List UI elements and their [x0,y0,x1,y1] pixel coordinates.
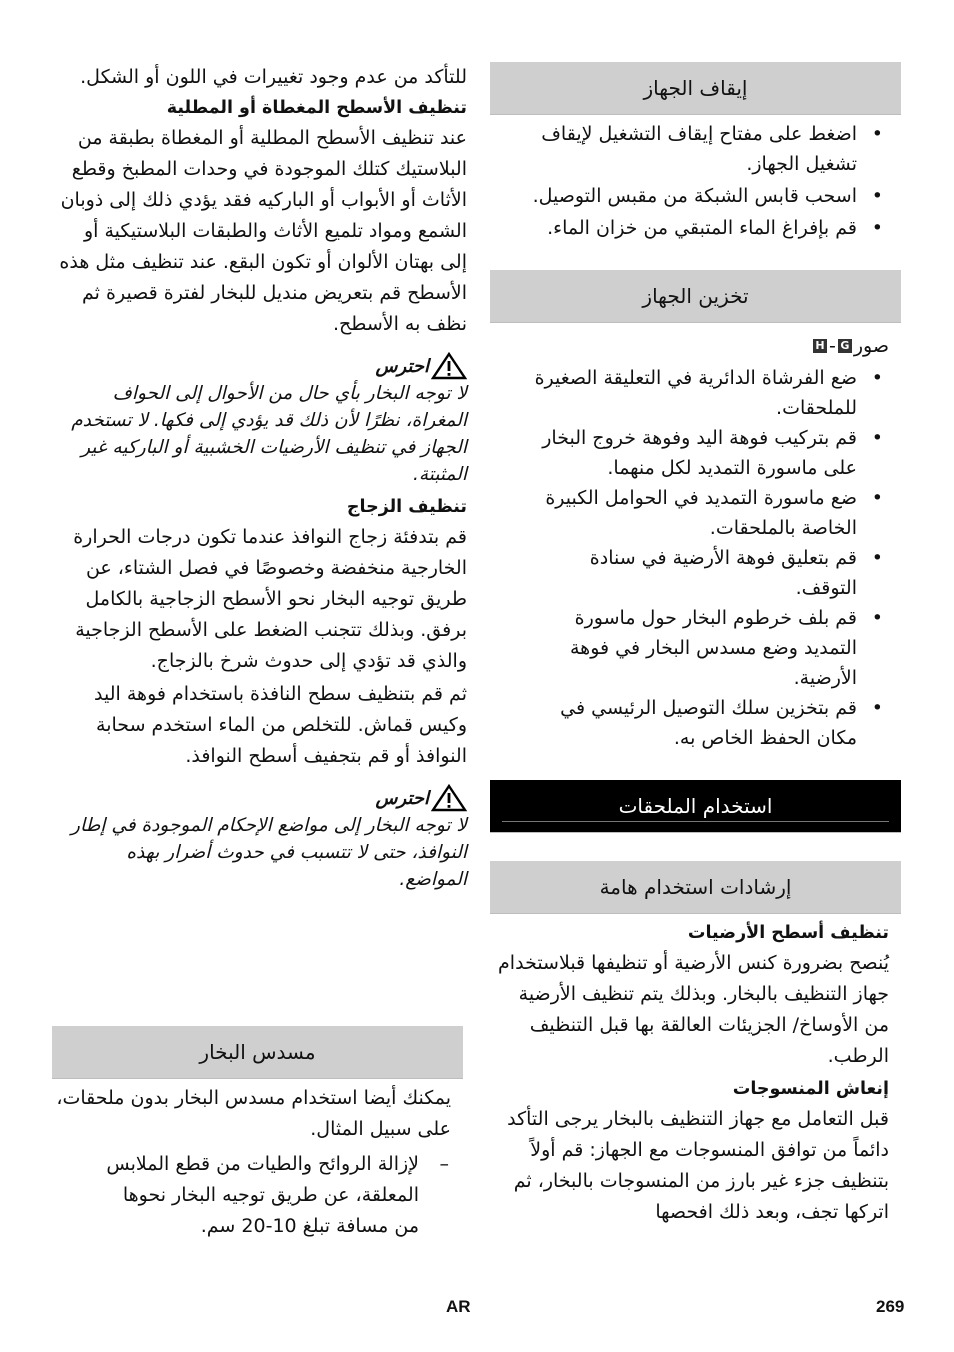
paragraph-floor: يُنصح بضرورة كنس الأرضية أو تنظيفها قبلاستخدام جهاز التنظيف بالبخار. وبذلك يتم تنظيف الأرضية من الأوساخ/ الجزيئات العالقة بها قبل التنظيف الرطب. [498,952,889,1067]
figure-g-badge: G [838,339,852,353]
section-header-steam-gun: مسدس البخار [52,1026,463,1079]
list-item: • قم بتعليق فوهة الأرضية في سنادة التوقف. [490,543,901,603]
warning-text: لا توجه البخار إلى مواضع الإحكام الموجودة في إطار النوافذ، حتى لا تتسبب في حدوث أضرار بهذه المواضع. [71,815,467,890]
paragraph-intro: للتأكد من عدم وجود تغييرات في اللون أو الشكل. [80,66,467,88]
subheading-floor: تنظيف أسطح الأرضيات [687,923,889,943]
figure-h-badge: H [813,339,827,353]
warning-label: احترس [375,355,429,377]
list-item: • اسحب قابس الشبكة من مقبس التوصيل. [490,181,901,211]
list-item [52,1149,463,1242]
figure-range-dash: - [829,335,836,357]
storage-steps-list [490,363,901,753]
list-item: • قم بلف خرطوم البخار حول ماسورة التمديد وضع مسدس البخار في فوهة الأرضية. [490,603,901,693]
paragraph-glass-1: قم بتدفئة زجاج النوافذ عندما تكون درجات الحرارة الخارجية منخفضة وخصوصًا في فصل الشتاء، عن طريق توجيه البخار نحو الأسطح الزجاجية بالكامل برفق. وبذلك تتجنب الضغط على الأسطح الزجاجية والذي قد تؤدي إلى حدوث شرخ بالزجاج. [73,526,467,672]
language-code: AR [446,1297,471,1316]
warning-heading [56,352,467,380]
page-number: 269 [876,1297,905,1316]
warning-text: لا توجه البخار بأي حال من الأحوال إلى الحواف المغراة، نظرًا لأن ذلك قد يؤدي إلى فكها. لا تستخدم الجهاز في تنظيف الأرضيات الخشبية أو الباركيه غير المثبتة. [71,383,467,485]
list-item: • قم بتركيب فوهة اليد وفوهة خروج البخار على ماسورة التمديد لكل منهما. [490,423,901,483]
section-header-accessories: استخدام الملحقات [490,780,901,833]
paragraph-textiles: قبل التعامل مع جهاز التنظيف بالبخار يرجى التأكد دائماً من توافق المنسوجات مع الجهاز: قم أولاً بتنظيف جزء غير بارز من المنسوجات بالبخار، ثم اتركها تجف، وبعد ذلك افحصها [507,1108,889,1223]
dash-bullet: – [439,1153,449,1175]
figures-label: صور [853,335,889,357]
subheading-textiles: إنعاش المنسوجات [732,1079,889,1099]
stop-steps-list [490,119,901,243]
warning-triangle-icon [431,352,467,380]
paragraph-glass-2: ثم قم بتنظيف سطح النافذة باستخدام فوهة اليد وكيس قماش. للتخلص من الماء استخدم سحابة النوافذ أو قم بتجفيف أسطح النوافذ. [94,683,467,767]
list-item: • اضغط على مفتاح إيقاف التشغيل لإيقاف تشغيل الجهاز. [490,119,901,179]
section-header-usage-tips: إرشادات استخدام هامة [490,861,901,914]
paragraph-steam-gun: يمكنك أيضا استخدام مسدس البخار بدون ملحقات، على سبيل المثال. [56,1087,451,1140]
usage-tips-body [490,918,901,1228]
section-header-storage: تخزين الجهاز [490,270,901,323]
list-item: • قم بتخزين سلك التوصيل الرئيسي في مكان الحفظ الخاص به. [490,693,901,753]
subheading-glass: تنظيف الزجاج [346,497,467,517]
subheading-coated: تنظيف الأسطح المغطاة أو المطلية [166,98,467,118]
list-item: • قم بإفراغ الماء المتبقي من خزان الماء. [490,213,901,243]
warning-heading [56,784,467,812]
list-item: • ضع الفرشاة الدائرية في التعليقة الصغيرة للملحقات. [490,363,901,423]
figures-reference [490,329,901,363]
right-column [490,62,901,1228]
warning-label: احترس [375,787,429,809]
warning-triangle-icon [431,784,467,812]
section-header-stop: إيقاف الجهاز [490,62,901,115]
list-item: • ضع ماسورة التمديد في الحوامل الكبيرة الخاصة بالملحقات. [490,483,901,543]
paragraph-coated: عند تنظيف الأسطح المطلية أو المغطاة بطبقة من البلاستيك كتلك الموجودة في وحدات المطبخ وقطع الأثاث أو الأبواب أو الباركيه فقد يؤدي ذلك إلى ذوبان الشمع ومواد تلميع الأثاث والطبقات البلاستيكية أو إلى بهتان الألوان أو تكون البقع. عند تنظيف مثل هذه الأسطح قم بتعريض منديل للبخار لفترة قصيرة ثم نظف به الأسطح. [59,127,467,335]
left-column [52,62,479,893]
steam-gun-section [52,1026,463,1242]
list-item-text: لإزالة الروائح والطيات من قطع الملابس المعلقة، عن طريق توجيه البخار نحوها من مسافة تبلغ 10-20 سم. [106,1153,419,1237]
